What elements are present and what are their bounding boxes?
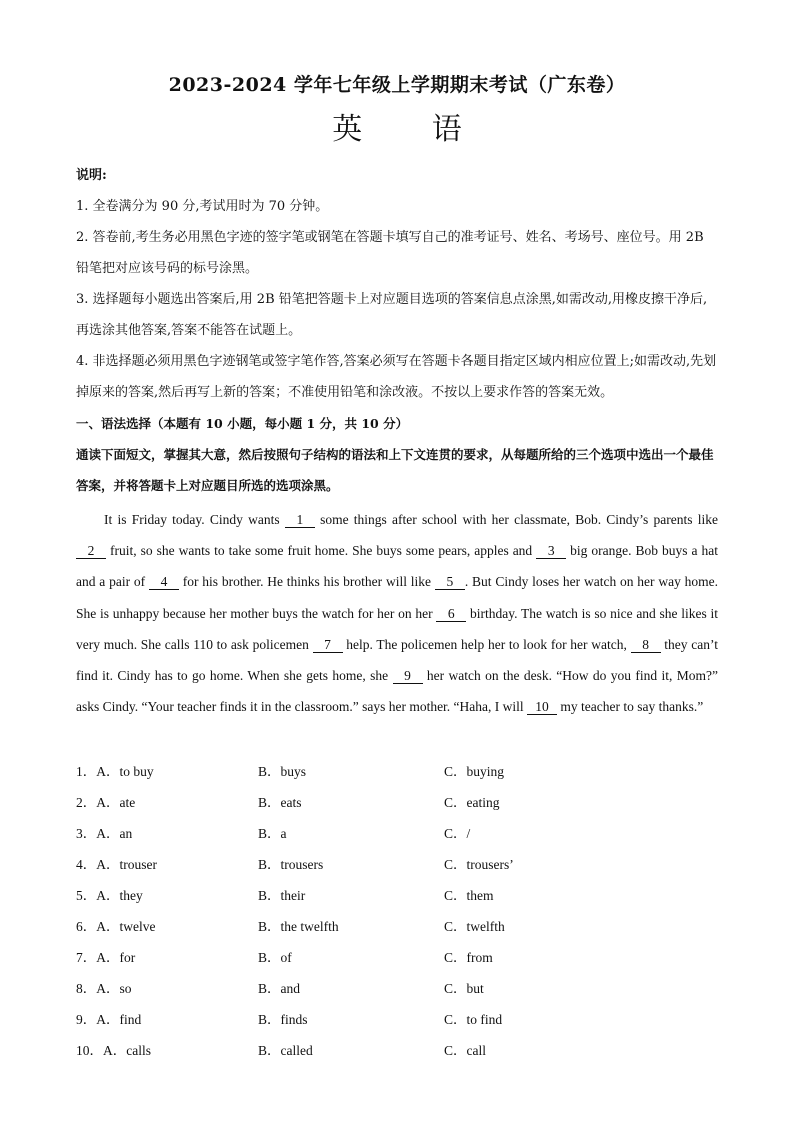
question-row	[76, 818, 716, 849]
option-c[interactable]: C．twelfth	[444, 919, 505, 934]
blank-8[interactable]: 8	[631, 638, 661, 653]
option-b[interactable]: B．their	[258, 888, 306, 903]
option-a[interactable]: 9．A．find	[76, 1012, 142, 1027]
question-row	[76, 880, 716, 911]
section-one	[76, 408, 720, 501]
question-row	[76, 911, 716, 942]
blank-2[interactable]: 2	[76, 544, 106, 559]
passage-text: big orange. Bob buys a hat and a pair of	[76, 543, 718, 590]
option-b[interactable]: B．and	[258, 981, 300, 996]
option-a[interactable]: 6．A．twelve	[76, 919, 156, 934]
option-b[interactable]: B．trousers	[258, 857, 324, 872]
option-b[interactable]: B．called	[258, 1043, 313, 1058]
option-b[interactable]: B．buys	[258, 764, 307, 779]
question-row	[76, 849, 716, 880]
blank-7[interactable]: 7	[313, 638, 343, 653]
instructions-heading: 说明:	[76, 168, 107, 183]
passage-text: It is Friday today. Cindy wants	[104, 512, 285, 527]
passage-text: fruit, so she wants to take some fruit home. She buys some pears, apples and	[106, 543, 537, 559]
option-c[interactable]: C．eating	[444, 795, 500, 810]
option-b[interactable]: B．finds	[258, 1012, 308, 1027]
answer-options	[76, 756, 716, 1066]
subject-title: 英 语	[332, 112, 492, 147]
passage-text: . But Cindy loses her watch on her way home. She is unhappy because her mother buys the watch for her on her	[76, 574, 719, 621]
blank-1[interactable]: 1	[285, 513, 315, 528]
option-a[interactable]: 3．A．an	[76, 826, 133, 841]
option-c[interactable]: C．/	[444, 826, 471, 841]
passage-text: some things after school with her classmate, Bob. Cindy’s parents like	[314, 512, 718, 527]
option-a[interactable]: 8．A．so	[76, 981, 132, 996]
section-directions: 通读下面短文，掌握其大意，然后按照句子结构的语法和上下文连贯的要求，从每题所给的三个选项中选出一个最佳答案，并将答题卡上对应题目所选的选项涂黑。	[76, 447, 714, 493]
passage-text: birthday. The watch is so nice and she likes it very much. She calls 110 to ask policemen	[76, 605, 718, 652]
blank-10[interactable]: 10	[527, 700, 557, 715]
blank-3[interactable]: 3	[536, 544, 566, 559]
question-row	[76, 1004, 716, 1035]
option-b[interactable]: B．eats	[258, 795, 302, 810]
option-c[interactable]: C．from	[444, 950, 493, 965]
instruction-item: 4. 非选择题必须用黑色字迹钢笔或签字笔作答,答案必须写在答题卡各题目指定区域内相应位置上;如需改动,先划掉原来的答案,然后再写上新的答案；不准使用铅笔和涂改液。不按以上要求作答的答案无效。	[76, 354, 717, 400]
passage-text: her watch on the desk. “How do you find it, Mom?” asks Cindy. “Your teacher finds it in the classroom.” says her mother. “Haha, I will	[76, 668, 719, 715]
instructions	[76, 160, 720, 408]
option-c[interactable]: C．trousers’	[444, 857, 514, 872]
question-row	[76, 756, 716, 787]
blank-9[interactable]: 9	[393, 669, 423, 684]
option-c[interactable]: C．buying	[444, 764, 505, 779]
blank-5[interactable]: 5	[435, 575, 465, 590]
passage-text: for his brother. He thinks his brother will like	[178, 574, 435, 590]
instruction-item: 1. 全卷满分为 90 分,考试用时为 70 分钟。	[76, 199, 329, 214]
section-heading: 一、语法选择（本题有 10 小题，每小题 1 分，共 10 分）	[76, 416, 409, 431]
question-row	[76, 787, 716, 818]
option-a[interactable]: 7．A．for	[76, 950, 136, 965]
option-a[interactable]: 5．A．they	[76, 888, 143, 903]
option-a[interactable]: 10．A．calls	[76, 1043, 151, 1058]
cloze-passage	[76, 504, 718, 722]
passage-text: they can’t find it. Cindy has to go home. When she gets home, she	[76, 636, 718, 684]
option-a[interactable]: 4．A．trouser	[76, 857, 157, 872]
instruction-item: 2. 答卷前,考生务必用黑色字迹的签字笔或钢笔在答题卡填写自己的准考证号、姓名、考场号、座位号。用 2B 铅笔把对应该号码的标号涂黑。	[76, 230, 704, 276]
blank-4[interactable]: 4	[149, 575, 179, 590]
passage-text: my teacher to say thanks.”	[557, 699, 704, 715]
question-row	[76, 973, 716, 1004]
option-c[interactable]: C．but	[444, 981, 484, 996]
option-a[interactable]: 2．A．ate	[76, 795, 136, 810]
question-row	[76, 1035, 716, 1066]
option-c[interactable]: C．call	[444, 1043, 486, 1058]
option-c[interactable]: C．them	[444, 888, 494, 903]
option-b[interactable]: B．the twelfth	[258, 919, 339, 934]
blank-6[interactable]: 6	[436, 607, 466, 622]
option-a[interactable]: 1．A．to buy	[76, 764, 154, 779]
question-row	[76, 942, 716, 973]
option-c[interactable]: C．to find	[444, 1012, 503, 1027]
passage-text: help. The policemen help her to look for her watch,	[342, 636, 631, 652]
instruction-item: 3. 选择题每小题选出答案后,用 2B 铅笔把答题卡上对应题目选项的答案信息点涂黑,如需改动,用橡皮擦干净后,再选涂其他答案,答案不能答在试题上。	[76, 292, 708, 338]
option-b[interactable]: B．of	[258, 950, 292, 965]
option-b[interactable]: B．a	[258, 826, 287, 841]
exam-title: 2023-2024 学年七年级上学期期末考试（广东卷）	[168, 74, 626, 96]
